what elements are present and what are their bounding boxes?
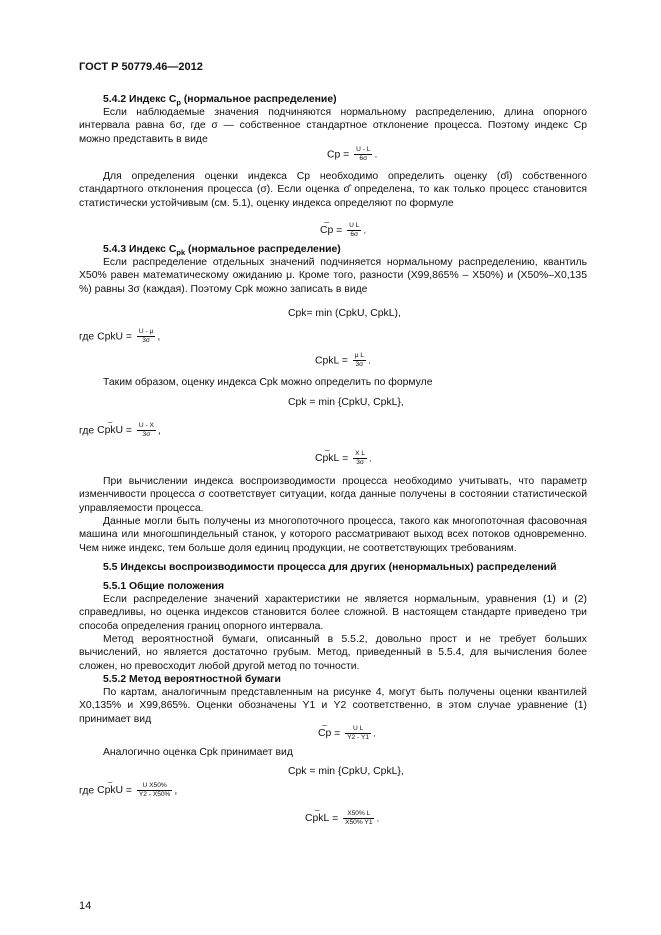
section-5-4-3-title (103, 243, 611, 256)
paragraph: При вычислении индекса воспроизводимости процесса необходимо учитывать, что параметр изменчивости процесса σ соответствует ситуации, когда данные получены в состоянии статистической управляемости процесса. (79, 476, 587, 514)
title-sub: p (176, 98, 181, 108)
denominator: Y2 - Y1 (347, 734, 370, 741)
numerator: U X50% (137, 782, 173, 791)
formula-cpku: где CpkU = $\frac{U - \mu}{3\sigma}$ , (79, 328, 161, 344)
fraction (353, 352, 366, 369)
fraction (137, 782, 173, 799)
page-number: 14 (79, 900, 92, 912)
paragraph: По картам, аналогичным представленным на рисунке 4, могут быть получены оценки квантилей X0,135% и X99,865%. Оценки обозначены Y1 и Y2 соответственно, в этом случае уравнение (1) принимает вид (79, 687, 587, 725)
denominator: 3σ (355, 361, 364, 368)
title-rest: (нормальное распределение) (180, 94, 337, 105)
fraction (137, 422, 156, 439)
denominator: 3σ (142, 337, 150, 344)
title-text: 5.4.2 Индекс C (103, 94, 177, 105)
section-5-4-2-title (103, 93, 611, 106)
section-5-5-title: 5.5 Индексы воспроизводимости процесса для других (ненормальных) распределений (103, 562, 557, 573)
formula-cpkl: CpkL = $\frac{\text{μ L}}{3\sigma}$ . (315, 352, 371, 368)
fraction (137, 328, 155, 345)
formula-lhs: CpkL (315, 355, 339, 367)
fraction (343, 810, 374, 827)
paragraph: Если наблюдаемые значения подчиняются нормальному распределению, длина опорного интервала равна 6σ, где σ — собственное стандартное отклонение процесса. Поэтому индекс Cp можно представить в виде (79, 107, 587, 145)
document-header: ГОСТ Р 50779.46—2012 (79, 61, 203, 73)
paragraph: Аналогично оценка Cpk принимает вид (103, 747, 293, 758)
where-label: где (79, 331, 95, 343)
paragraph: Для определения оценки индекса Cp необходимо определить оценку (σ̂i) собственного стандартного отклонения процесса (σ). Если оценка σ̂ определена, то как только процесс становится статистически устойчивым (см. 5.1), оценку индекса определяют по формуле (79, 171, 587, 209)
formula-cpku-y: где ⌢ CpkU = $\frac{\text{U X50\%}}{Y2 - X50\%}$ , (79, 782, 177, 799)
numerator: U - μ (138, 328, 154, 335)
numerator: X50% L (343, 810, 374, 819)
denominator: 6σ (359, 155, 368, 162)
paragraph: Если распределение отдельных значений подчиняется нормальному распределению, квантиль X50% равен математическому ожиданию μ. Кроме того, разности (X99,865% – X50%) и (X50%–X0,135 %) равны 3σ (каждая). Поэтому Cpk можно записать в виде (79, 257, 587, 295)
formula-lhs: CpkU (97, 331, 124, 343)
formula-cpk: Cpk= min (CpkU, CpkL), (288, 308, 401, 319)
denominator: 3σ (356, 459, 364, 466)
formula-cp-hat: ⌢ Cp = $\frac{\text{U L}}{6\sigma}$ . (320, 222, 366, 239)
formula-lhs: Cp (327, 149, 341, 161)
denominator: 6σ (350, 231, 359, 238)
formula-lhs: ⌢ CpkL (305, 812, 329, 825)
formula-cp: Cp = $\frac{U - L}{6\sigma}$ . (327, 146, 378, 162)
numerator: U L (349, 222, 360, 229)
formula-lhs: ⌢ Cp (318, 727, 331, 740)
denominator: X50% Y1 (345, 819, 373, 826)
denominator: Y2 - X50% (138, 791, 171, 798)
formula-cp-y: ⌢ Cp = $\frac{\text{U L}}{Y2 - Y1}$ . (318, 725, 376, 742)
paragraph: Данные могли быть получены из многопоточного процесса, такого как многопоточная фасовочная машина или многошпиндельный станок, у которого рассматривают выход всех потоков одновременно. Чем ниже индекс, тем больше доля единиц продукции, не соответствующих требованиям. (79, 516, 587, 554)
fraction (347, 222, 361, 239)
paragraph: Если распределение значений характеристики не является нормальным, уравнения (1) и (2) справедливы, но оценка индексов становится более сложной. В настоящем стандарте приведено три способа определения границ опорного интервала. (79, 594, 587, 632)
paragraph: Таким образом, оценку индекса Cpk можно определить по формуле (103, 377, 433, 388)
fraction (353, 450, 367, 467)
formula-lhs: ⌢ CpkL (315, 452, 339, 465)
title-text: 5.4.3 Индекс C (103, 244, 177, 255)
numerator: μ L (354, 352, 365, 359)
where-label: где (79, 785, 95, 797)
formula-cpkl-hat: ⌢ CpkL = $\frac{\text{X L}}{3\sigma}$ . (315, 450, 372, 467)
fraction (345, 725, 371, 742)
formula-cpkl-y: ⌢ CpkL = $\frac{X50\% L}{X50\% Y1}$ . (305, 810, 379, 827)
numerator: U L (345, 725, 371, 734)
formula-lhs: ⌢ Cp (320, 224, 333, 237)
formula-cpk-hat: Cpk = min {CpkU, CpkL}, (288, 397, 404, 408)
title-sub: pk (176, 248, 186, 258)
formula-lhs: ⌢ CpkU (97, 784, 123, 797)
fraction (354, 146, 372, 163)
formula-cpk-y: Cpk = min {CpkU, CpkL}, (288, 766, 404, 777)
paragraph: Метод вероятностной бумаги, описанный в 5.5.2, довольно прост и не требует больших вычислений, но является достаточно грубым. Метод, приведенный в 5.5.4, для вычисления более сложен, но превосходит любой другой метод по точности. (79, 634, 587, 672)
numerator: U - X (138, 422, 154, 429)
numerator: U - L (356, 146, 371, 153)
denominator: 3σ (142, 431, 151, 438)
title-rest: (нормальное распределение) (185, 244, 341, 255)
numerator: X L (355, 450, 366, 457)
section-5-5-1-title: 5.5.1 Общие положения (103, 581, 225, 592)
formula-lhs: ⌢ CpkU (97, 424, 123, 437)
section-5-5-2-title: 5.5.2 Метод вероятностной бумаги (103, 674, 281, 685)
where-label: где (79, 425, 95, 437)
formula-cpku-hat: где ⌢ CpkU = $\frac{U - X}{3\sigma}$ , (79, 422, 161, 439)
